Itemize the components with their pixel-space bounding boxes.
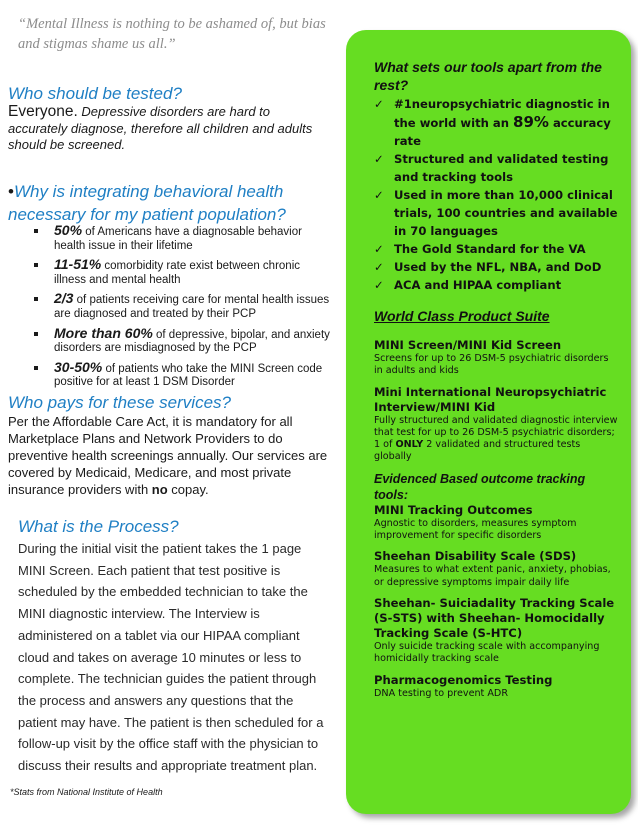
product-desc: Agnostic to disorders, measures symptom improvement for specific disorders — [374, 517, 577, 542]
stat-value: 30-50% — [54, 358, 103, 375]
square-bullet-icon — [34, 263, 38, 267]
square-bullet-icon — [34, 332, 38, 336]
product-title: Sheehan Disability Scale (SDS) — [374, 549, 577, 564]
process-body: During the initial visit the patient takes the 1 page MINI Screen. Each patient that test positive is scheduled by the embedded technician to take the MINI diagnostic interview. The Interview is administered on a tablet via our HIPAA compliant cloud and takes on average 10 minutes or less to complete. The technician guides the patient through the process and answers any questions that the patient may have. The patient is then scheduled for a follow-up visit by the office staff with the physician to discuss their results and appropriate treatment plan. — [18, 541, 324, 774]
product-desc-text: Fully structured and validated diagnostic interview that test for up to 26 DSM-5 psychiatric disorders; 1 of — [374, 414, 618, 451]
apart-heading: What sets our tools apart from the rest? — [374, 59, 602, 93]
product-desc: DNA testing to prevent ADR — [374, 687, 508, 699]
check-icon: ✓ — [374, 242, 384, 256]
feature-text: Structured and validated testing and tracking tools — [394, 152, 609, 184]
everyone-lead: Everyone. — [8, 103, 78, 120]
product-desc-tail: 2 validated and structured tests globally — [374, 439, 581, 463]
who-tested-text: Depressive disorders are hard to accurately diagnose, therefore all children and adults should be screened. — [8, 104, 313, 152]
panel-content — [374, 58, 619, 707]
stats-footnote: *Stats from National Institute of Health — [10, 787, 163, 797]
check-icon: ✓ — [374, 260, 384, 274]
product-title: MINI Screen/MINI Kid Screen — [374, 338, 562, 352]
product-title: Pharmacogenomics Testing — [374, 672, 553, 687]
check-icon: ✓ — [374, 188, 384, 202]
feature-text: #1neuropsychiatric diagnostic in the world with an — [394, 97, 610, 130]
square-bullet-icon — [34, 229, 38, 233]
stat-text: of depressive, bipolar, and anxiety disorders are misdiagnosed by the PCP — [54, 328, 330, 355]
features-list — [374, 95, 619, 294]
square-bullet-icon — [34, 366, 38, 370]
square-bullet-icon — [34, 297, 38, 301]
feature-item — [374, 95, 619, 150]
product-suite-heading: World Class Product Suite — [374, 308, 550, 324]
feature-text: Used in more than 10,000 clinical trials, 100 countries and available in 70 languages — [394, 188, 618, 238]
product-desc: Screens for up to 26 DSM-5 psychiatric disorders in adults and kids — [374, 353, 609, 377]
who-pays-tail: copay. — [167, 482, 209, 497]
why-integrating-heading — [8, 180, 338, 226]
only-emphasis: ONLY — [395, 439, 424, 451]
no-copay-emphasis: no — [151, 482, 168, 497]
who-tested-body — [8, 104, 328, 154]
who-pays-heading: Who pays for these services? — [8, 393, 231, 412]
product-title: Sheehan- Suiciadality Tracking Scale (S-STS) with Sheehan- Homocidally Tracking Scale (S-HTC) — [374, 595, 615, 640]
process-heading: What is the Process? — [18, 517, 179, 536]
heading-bullet: • — [8, 182, 14, 201]
feature-text: Used by the NFL, NBA, and DoD — [394, 260, 602, 274]
stat-value: More than 60% — [54, 324, 153, 341]
feature-text-tail: accuracy rate — [394, 116, 611, 148]
check-icon: ✓ — [374, 278, 384, 292]
feature-item — [374, 186, 619, 240]
feature-text: The Gold Standard for the VA — [394, 242, 586, 256]
product-title: Mini International Neuropsychiatric Interview/MINI Kid — [374, 384, 607, 414]
product-desc — [374, 415, 619, 464]
stat-item — [32, 258, 332, 287]
product-title: MINI Tracking Outcomes — [374, 502, 533, 517]
product-desc: Only suicide tracking scale with accompanying homicidally tracking scale — [374, 640, 600, 665]
who-pays-body — [8, 413, 328, 498]
who-pays-text: Per the Affordable Care Act, it is mandatory for all Marketplace Plans and Network Providers to do preventive health screenings annually. Our services are covered by Medicaid, Medicare, and most private insurance providers with — [8, 414, 328, 497]
stat-item — [32, 224, 332, 253]
stat-item — [32, 324, 332, 356]
feature-item — [374, 276, 619, 294]
stat-value: 2/3 — [54, 290, 74, 307]
check-icon: ✓ — [374, 97, 384, 111]
evidence-heading: Evidenced Based outcome tracking tools: — [374, 471, 586, 502]
stat-text: of patients receiving care for mental health issues are diagnosed and treated by their PCP — [54, 294, 330, 320]
stat-value: 50% — [54, 222, 83, 238]
stat-text: comorbidity rate exist between chronic illness and mental health — [54, 260, 301, 286]
stat-text: of Americans have a diagnosable behavior health issue in their lifetime — [54, 226, 302, 252]
feature-item — [374, 258, 619, 276]
check-icon: ✓ — [374, 152, 384, 166]
who-tested-heading: Who should be tested? — [8, 84, 182, 103]
product-desc: Measures to what extent panic, anxiety, phobias, or depressive symptoms impair daily life — [374, 564, 611, 588]
stat-value: 11-51% — [54, 256, 102, 273]
stats-list — [32, 224, 332, 395]
stat-text: of patients who take the MINI Screen code positive for at least 1 DSM Disorder — [54, 362, 323, 389]
accuracy-value: 89% — [513, 113, 549, 131]
mental-illness-quote: “Mental Illness is nothing to be ashamed of, but bias and stigmas shame us all.” — [18, 16, 326, 52]
stat-item — [32, 292, 332, 321]
feature-item — [374, 150, 619, 186]
feature-item — [374, 240, 619, 258]
stat-item — [32, 358, 332, 390]
feature-text: ACA and HIPAA compliant — [394, 278, 562, 292]
why-heading-text: Why is integrating behavioral health necessary for my patient population? — [8, 182, 286, 224]
